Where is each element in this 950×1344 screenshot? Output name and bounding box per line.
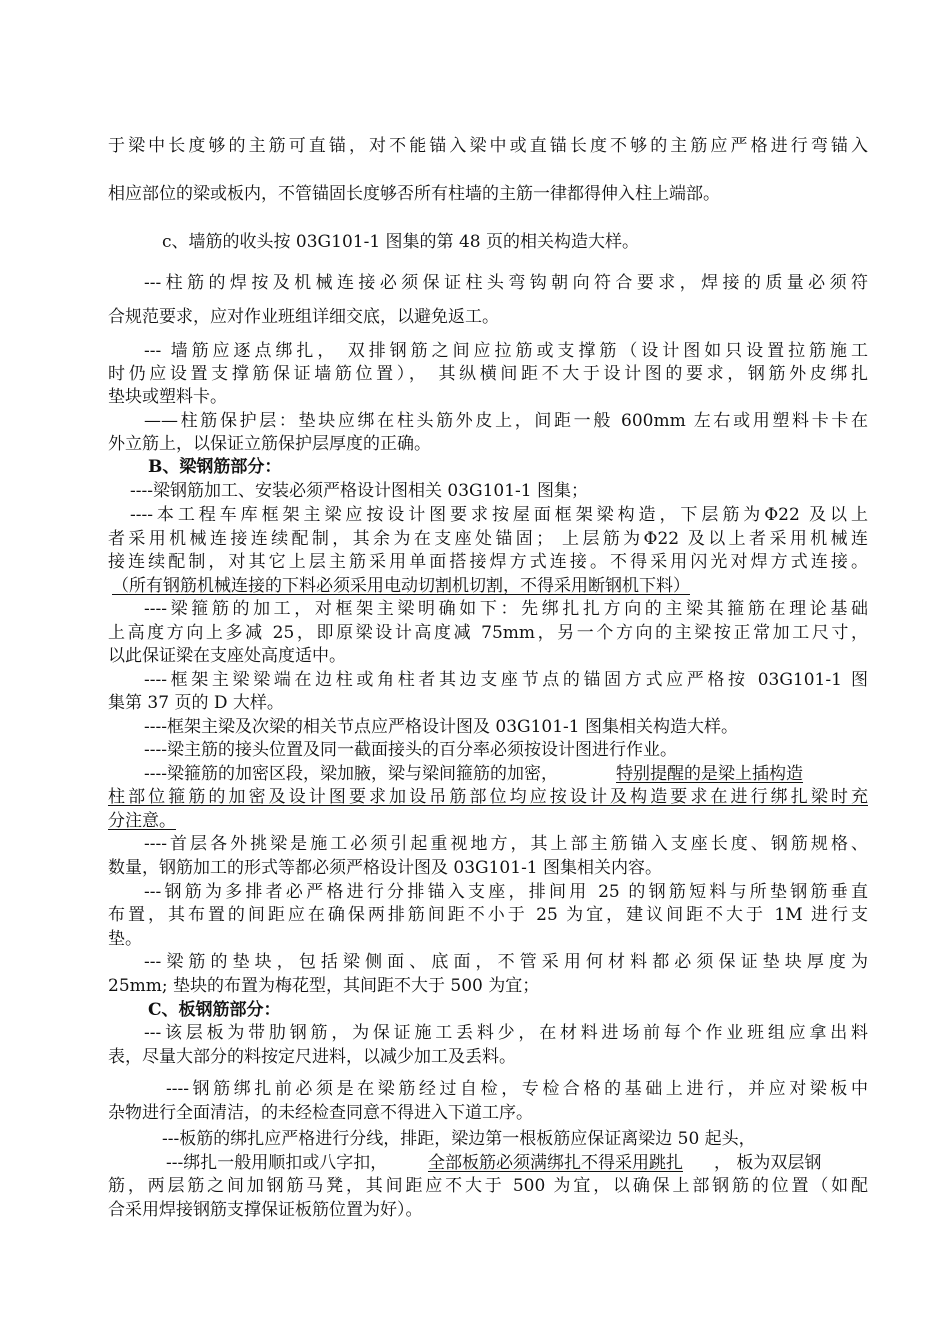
paragraph-line: ----框架主梁梁端在边柱或角柱者其边支座节点的锚固方式应严格按 03G101-1 图 [144, 670, 868, 690]
paragraph-line: 数量，钢筋加工的形式等都必须严格设计图及 03G101-1 图集相关内容。 [108, 858, 663, 878]
paragraph-line: 相应部位的梁或板内，不管锚固长度够否所有柱墙的主筋一律都得伸入柱上端部。 [108, 184, 720, 204]
paragraph-line: ---柱筋的焊按及机械连接必须保证柱头弯钩朝向符合要求，焊接的质量必须符 [144, 273, 868, 293]
paragraph-line: ----梁钢筋加工、安装必须严格设计图相关 03G101-1 图集； [130, 481, 589, 501]
paragraph-line: ---梁筋的垫块，包括梁侧面、底面，不管采用何材料都必须保证垫块厚度为 [144, 952, 868, 972]
paragraph-line: 接连续配制，对其它上层主筋采用单面搭接焊方式连接。不得采用闪光对焊方式连接。 [108, 552, 868, 572]
paragraph-line: 以此保证梁在支座处高度适中。 [108, 646, 346, 666]
paragraph-line: 合采用焊接钢筋支撑保证板筋位置为好）。 [108, 1200, 423, 1220]
paragraph-line: 垫。 [108, 929, 142, 949]
paragraph-line: 上高度方向上多减 25，即原梁设计高度减 75mm，另一个方向的主梁按正常加工尺寸， [108, 623, 868, 643]
paragraph-line: 杂物进行全面清洁，的未经检查同意不得进入下道工序。 [108, 1103, 533, 1123]
section-heading: C、板钢筋部分： [148, 1000, 281, 1020]
paragraph-line: c、墙筋的收头按 03G101-1 图集的第 48 页的相关构造大样。 [162, 232, 639, 252]
paragraph-line: 表，尽量大部分的料按定尺进料，以减少加工及丢料。 [108, 1047, 516, 1067]
paragraph-line: ----梁箍筋的加密区段，梁加腋，梁与梁间箍筋的加密， [144, 764, 558, 784]
paragraph-line: 布置，其布置的间距应在确保两排筋间距不小于 25 为宜，建议间距不大于 1M 进行支 [108, 905, 868, 925]
section-heading: B、梁钢筋部分： [148, 457, 282, 477]
paragraph-line: 集第 37 页的 D 大样。 [108, 693, 284, 713]
paragraph-line: 25mm; 垫块的布置为梅花型，其间距不大于 500 为宜； [108, 976, 540, 996]
paragraph-line: 时仍应设置支撑筋保证墙筋位置）， 其纵横间距不大于设计图的要求，钢筋外皮绑扎 [108, 364, 868, 384]
paragraph-line: ----梁主筋的接头位置及同一截面接头的百分率必须按设计图进行作业。 [144, 740, 677, 760]
paragraph-line: ----首层各外挑梁是施工必须引起重视地方，其上部主筋锚入支座长度、钢筋规格、 [144, 834, 868, 854]
paragraph-line: 于梁中长度够的主筋可直锚，对不能锚入梁中或直锚长度不够的主筋应严格进行弯锚入 [108, 136, 868, 156]
paragraph-line: ----本工程车库框架主梁应按设计图要求按屋面框架梁构造，下层筋为Φ22 及以上 [130, 505, 868, 525]
paragraph-line: --- 墙筋应逐点绑扎， 双排钢筋之间应拉筋或支撑筋（设计图如只设置拉筋施工 [144, 341, 868, 361]
underlined-note: 分注意。 [108, 811, 176, 831]
paragraph-line: ---板筋的绑扎应严格进行分线，排距，梁边第一根板筋应保证离梁边 50 起头， [162, 1129, 756, 1149]
underlined-note: （所有钢筋机械连接的下料必须采用电动切割机切割，不得采用断钢机下料） [112, 576, 690, 596]
paragraph-line: ---钢筋为多排者必严格进行分排锚入支座，排间用 25 的钢筋短料与所垫钢筋垂直 [144, 882, 868, 902]
paragraph-line: 垫块或塑料卡。 [108, 387, 227, 407]
paragraph-line: ----钢筋绑扎前必须是在梁筋经过自检，专检合格的基础上进行，并应对梁板中 [166, 1079, 868, 1099]
underlined-note: 特别提醒的是梁上插构造 [616, 764, 803, 784]
paragraph-line: 者采用机械连接连续配制，其余为在支座处锚固； 上层筋为Φ22 及以上者采用机械连 [108, 529, 868, 549]
paragraph-line: 筋，两层筋之间加钢筋马凳，其间距应不大于 500 为宜，以确保上部钢筋的位置（如配 [108, 1176, 868, 1196]
paragraph-line: ——柱筋保护层：垫块应绑在柱头筋外皮上，间距一般 600mm 左右或用塑料卡卡在 [144, 411, 868, 431]
underlined-note: 柱部位箍筋的加密及设计图要求加设吊筋部位均应按设计及构造要求在进行绑扎梁时充 [108, 787, 868, 807]
paragraph-line: ---绑扎一般用顺扣或八字扣， [166, 1153, 388, 1173]
underlined-note: 全部板筋必须满绑扎不得采用跳扎 [428, 1153, 683, 1173]
paragraph-line: ----框架主梁及次梁的相关节点应严格设计图及 03G101-1 图集相关构造大样。 [144, 717, 739, 737]
paragraph-line: ---该层板为带肋钢筋，为保证施工丢料少，在材料进场前每个作业班组应拿出料 [144, 1023, 868, 1043]
paragraph-line: 合规范要求，应对作业班组详细交底，以避免返工。 [108, 307, 499, 327]
paragraph-line: ----梁箍筋的加工，对框架主梁明确如下：先绑扎扎方向的主梁其箍筋在理论基础 [144, 599, 868, 619]
paragraph-line: 外立筋上，以保证立筋保护层厚度的正确。 [108, 434, 431, 454]
paragraph-line: ， 板为双层钢 [714, 1153, 822, 1173]
